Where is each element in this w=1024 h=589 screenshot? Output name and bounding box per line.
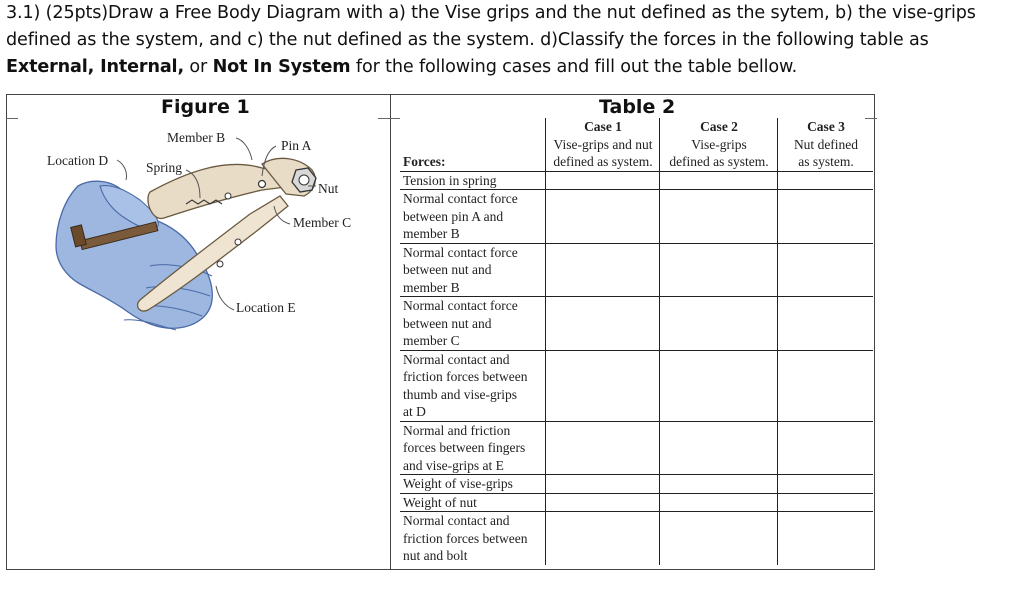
answer-cell-case3[interactable] xyxy=(778,243,874,297)
forces-table xyxy=(400,118,873,565)
force-name-line: Normal contact force xyxy=(403,191,518,206)
answer-cell-case1[interactable] xyxy=(546,350,660,421)
answer-cell-case2[interactable] xyxy=(660,350,778,421)
answer-cell-case2[interactable] xyxy=(660,493,778,512)
force-name-cell xyxy=(400,493,546,512)
force-name-line: forces between fingers xyxy=(403,440,526,455)
force-name-cell xyxy=(400,243,546,297)
answer-cell-case1[interactable] xyxy=(546,190,660,244)
answer-cell-case1[interactable] xyxy=(546,243,660,297)
answer-cell-case1[interactable] xyxy=(546,475,660,494)
case2-header[interactable] xyxy=(660,118,778,171)
answer-cell-case2[interactable] xyxy=(660,297,778,351)
force-name-cell xyxy=(400,475,546,494)
answer-cell-case3[interactable] xyxy=(778,475,874,494)
table-row xyxy=(400,512,873,565)
force-name-line: Normal contact and xyxy=(403,351,510,367)
table-row xyxy=(400,475,873,494)
force-name-cell xyxy=(400,297,546,351)
question-bold1: External, Internal, xyxy=(6,57,184,77)
answer-cell-case2[interactable] xyxy=(660,421,778,475)
force-name-line: Weight of nut xyxy=(403,494,477,510)
answer-cell-case1[interactable] xyxy=(546,421,660,475)
force-name-line: member C xyxy=(403,333,460,348)
force-name-line: nut and bolt xyxy=(403,548,468,563)
answer-cell-case1[interactable] xyxy=(546,512,660,565)
answer-cell-case2[interactable] xyxy=(660,475,778,494)
case3-title: Case 3 xyxy=(807,119,845,134)
force-name-cell xyxy=(400,421,546,475)
force-name-line: Normal contact and xyxy=(403,513,510,528)
answer-cell-case3[interactable] xyxy=(778,421,874,475)
label-member-c: Member C xyxy=(293,215,352,230)
force-name-cell xyxy=(400,350,546,421)
table-row xyxy=(400,171,873,190)
force-name-cell xyxy=(400,512,546,565)
force-name-line: thumb and vise-grips xyxy=(403,386,517,402)
figure-table-divider xyxy=(390,94,391,570)
force-name-line: and vise-grips at E xyxy=(403,457,504,473)
answer-cell-case3[interactable] xyxy=(778,171,874,190)
vise-grips-illustration xyxy=(0,0,390,589)
figure-title: Figure 1 xyxy=(161,96,250,118)
answer-cell-case1[interactable] xyxy=(546,171,660,190)
case1-desc2: defined as system. xyxy=(553,154,653,169)
label-nut: Nut xyxy=(318,181,339,196)
answer-cell-case1[interactable] xyxy=(546,297,660,351)
force-name-cell xyxy=(400,171,546,190)
answer-cell-case3[interactable] xyxy=(778,190,874,244)
case3-desc2: as system. xyxy=(798,154,854,169)
case3-header[interactable] xyxy=(778,118,874,171)
force-name-line: friction forces between xyxy=(403,530,528,546)
answer-cell-case2[interactable] xyxy=(660,171,778,190)
case1-header[interactable] xyxy=(546,118,660,171)
pin-a xyxy=(259,181,266,188)
label-location-d: Location D xyxy=(47,153,109,168)
table-row xyxy=(400,190,873,244)
force-name-line: between nut and xyxy=(403,262,492,277)
case2-title: Case 2 xyxy=(700,119,738,134)
force-name-line: Normal and friction xyxy=(403,422,511,438)
case1-desc1: Vise-grips and nut xyxy=(553,136,653,152)
question-part2: or xyxy=(183,57,213,77)
answer-cell-case3[interactable] xyxy=(778,512,874,565)
question-bold2: Not In System xyxy=(212,57,351,77)
force-name-cell xyxy=(400,190,546,244)
table-title: Table 2 xyxy=(599,96,676,118)
force-name-line: friction forces between xyxy=(403,369,528,384)
force-name-line: Normal contact force xyxy=(403,244,518,260)
force-name-line: at D xyxy=(403,404,426,419)
label-spring: Spring xyxy=(146,160,183,175)
forces-header-cell xyxy=(400,118,546,171)
case2-desc2: defined as system. xyxy=(669,154,769,169)
force-name-line: member B xyxy=(403,226,460,241)
case3-desc1: Nut defined xyxy=(793,136,859,152)
force-name-line: between nut and xyxy=(403,315,492,331)
force-name-line: between pin A and xyxy=(403,208,504,224)
case1-title: Case 1 xyxy=(584,119,622,134)
table-row xyxy=(400,421,873,475)
table-header-row xyxy=(400,118,873,171)
answer-cell-case2[interactable] xyxy=(660,190,778,244)
question-part3: for the following cases and fill out the table bellow. xyxy=(350,57,798,77)
answer-cell-case3[interactable] xyxy=(778,297,874,351)
force-name-line: Normal contact force xyxy=(403,298,518,313)
answer-cell-case2[interactable] xyxy=(660,243,778,297)
question-part1: 3.1) (25pts)Draw a Free Body Diagram with a) the Vise grips and the nut defined as the sytem, b) the vise-grips defined as the system, and c) the nut defined as the system. d)Classify the forces in the following table as xyxy=(6,3,976,50)
table-row xyxy=(400,243,873,297)
answer-cell-case3[interactable] xyxy=(778,493,874,512)
case2-desc1: Vise-grips xyxy=(691,136,747,152)
force-name-line: member B xyxy=(403,279,460,295)
force-name-line: Tension in spring xyxy=(403,172,497,188)
label-location-e: Location E xyxy=(236,300,296,315)
table-row xyxy=(400,297,873,351)
label-pin-a: Pin A xyxy=(281,138,312,153)
answer-cell-case3[interactable] xyxy=(778,350,874,421)
label-member-b: Member B xyxy=(167,130,226,145)
answer-cell-case2[interactable] xyxy=(660,512,778,565)
table-row xyxy=(400,493,873,512)
table-row xyxy=(400,350,873,421)
force-name-line: Weight of vise-grips xyxy=(403,476,513,491)
forces-label: Forces: xyxy=(403,154,446,169)
answer-cell-case1[interactable] xyxy=(546,493,660,512)
